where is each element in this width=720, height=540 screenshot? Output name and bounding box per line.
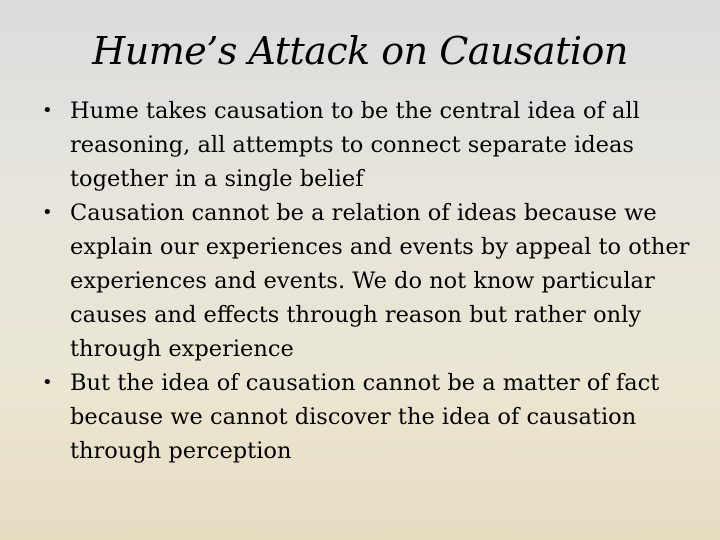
bullet-item (42, 196, 692, 366)
bullet-text: Hume takes causation to be the central idea of all reasoning, all attempts to connect separate ideas together in a single belief (70, 98, 640, 192)
bullet-list (42, 94, 692, 468)
slide-title: Hume’s Attack on Causation (92, 29, 628, 73)
bullet-item (42, 366, 692, 468)
bullet-icon: • (42, 100, 53, 121)
bullet-icon: • (42, 202, 53, 223)
bullet-item (42, 94, 692, 196)
bullet-text: Causation cannot be a relation of ideas because we explain our experiences and events by appeal to other experiences and events. We do not know particular causes and effects through reason but rather only through experience (70, 200, 690, 362)
bullet-icon: • (42, 372, 53, 393)
bullet-text: But the idea of causation cannot be a matter of fact because we cannot discover the idea of causation through perception (70, 370, 660, 464)
